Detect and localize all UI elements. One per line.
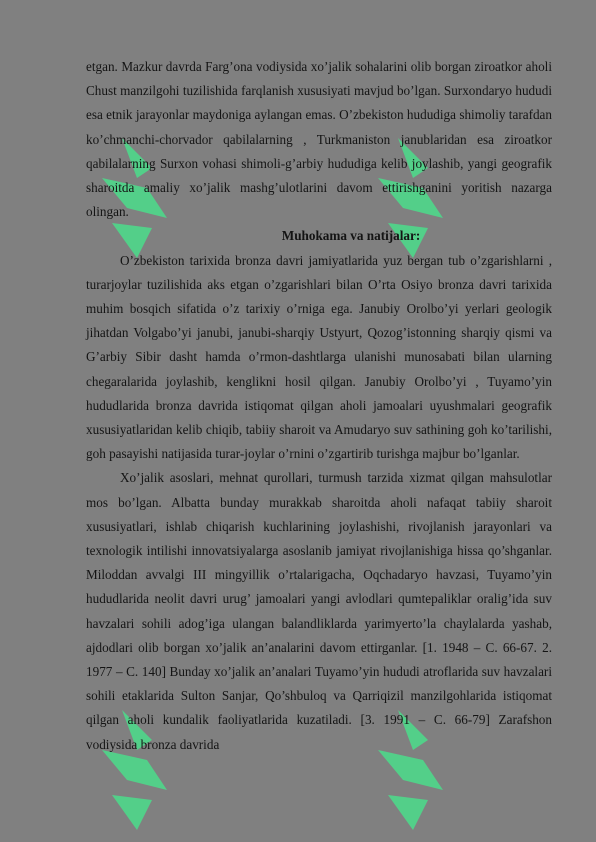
section-heading: Muhokama va natijalar:: [281, 228, 421, 244]
paragraph: Xo’jalik asoslari, mehnat qurollari, turmush tarzida xizmat qilgan mahsulotlar mos bo’lgan. Albatta bunday murakkab sharoitda aholi nafaqat tabiiy sharoit xususiyatlari, ishlab chiqarish kuchlarining joylashishi, rivojlanish jarayonlari va texnologik intilishi innovatsiyalarga asoslanib jamiyat rivojlanishiga hissa qo’shganlar. Miloddan avvalgi III mingyillik o’rtalarigacha, Oqchadaryo havzasi, Tuyamo’yin hududlarida neolit davri urug’ jamoalari yangi avlodlari qumtepaliklar oralig’ida suv havzalari sohili adog’iga ulangan balandliklarda yarimyerto’la chaylalarda yashab, ajdodlari olib borgan xo’jalik an’analarini davom ettirganlar. [1. 1948 – C. 66-67. 2. 1977 – C. 140] Bunday xo’jalik an’analari Tuyamo’yin hududi atroflarida suv havzalari sohili etaklarida Sulton Sanjar, Qo’shbuloq va Qarriqizil manzilgohlarida istiqomat qilgan aholi kundalik faoliyatlarida kuzatiladi. [3. 1991 – C. 66-79] Zarafshon vodiysida bronza davrida: [86, 470, 552, 752]
paragraph: O’zbekiston tarixida bronza davri jamiyatlarida yuz bergan tub o’zgarishlarni , turarjoylar tuzilishida aks etgan o’zgarishlari bilan O’rta Osiyo bronza davri tarixida muhim bosqich sifatida o’z tarixiy o’rniga ega. Janubiy Orolbo’yi yerlari geologik jihatdan Volgabo’yi janubi, janubi-sharqiy Ustyurt, Qozog’istonning sharqiy qismi va G’arbiy Sibir dasht hamda o’rmon-dashtlarga ulanishi munosabati bilan ularning chegaralarida joylashib, kenglikni hosil qilgan. Janubiy Orolbo’yi , Tuyamo’yin hududlarida bronza davrida istiqomat qilgan aholi jamoalari uyushmalari geografik xususiyatlaridan kelib chiqib, tabiiy sharoit va Amudaryo suv sathining goh ko’tarilishi, goh pasayishi natijasida turar-joylar o’rnini o’zgartirib turishga majbur bo’lganlar.: [86, 252, 552, 462]
document-body: [86, 55, 552, 757]
paragraph: etgan. Mazkur davrda Farg’ona vodiysida xo’jalik sohalarini olib borgan ziroatkor aholi Chust manzilgohi tuzilishida farqlanish xususiyati mavjud bo’lgan. Surxondaryo hududi esa etnik jarayonlar maydoniga aylangan emas. O’zbekiston hududiga shimoliy tarafdan ko’chmanchi-chorvador qabilalarning , Turkmaniston janublaridan esa ziroatkor qabilalarning Surxon vohasi shimoli-g’arbiy hududiga kelib joylashib, yangi geografik sharoitda amaliy xo’jalik mashg’ulotlarini davom ettirishganini yoritish nazarga olingan.: [86, 59, 552, 220]
